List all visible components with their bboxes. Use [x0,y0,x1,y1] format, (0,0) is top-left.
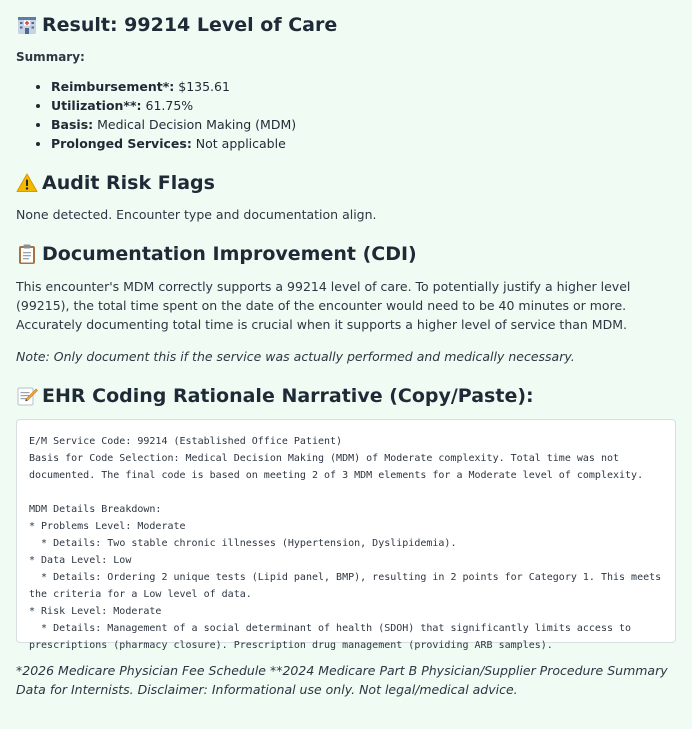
audit-text: None detected. Encounter type and documentation align. [16,207,377,222]
summary-list [16,77,676,153]
narrative-title: EHR Coding Rationale Narrative (Copy/Paste): [42,385,534,407]
cdi-heading [16,241,676,267]
audit-heading [16,170,676,196]
cdi-text: This encounter's MDM correctly supports a 99214 level of care. To potentially justify a higher level (99215), the total time spent on the date of the encounter would need to be 40 minutes or more. Accurately documenting total time is crucial when it supports a higher level of service than MDM. [16,279,631,332]
list-item: • Basis: Medical Decision Making (MDM) [51,115,676,134]
clipboard-icon [16,243,38,265]
cdi-title: Documentation Improvement (CDI) [42,243,417,265]
memo-icon [16,385,38,407]
summary-label: Summary: [16,50,85,64]
list-item: • Utilization**: 61.75% [51,96,676,115]
footer-disclaimer: *2026 Medicare Physician Fee Schedule **2024 Medicare Part B Physician/Supplier Procedure Summary Data for Internists. Disclaimer: Informational use only. Not legal/medical advice. [16,663,668,697]
result-heading [16,12,676,38]
cdi-note: Note: Only document this if the service was actually performed and medically necessary. [16,349,575,364]
list-item: • Reimbursement*: $135.61 [51,77,676,96]
result-title: Result: 99214 Level of Care [42,14,338,36]
warning-icon [16,172,38,194]
audit-title: Audit Risk Flags [42,172,215,194]
hospital-icon [16,14,38,36]
code-block[interactable]: E/M Service Code: 99214 (Established Office Patient) Basis for Code Selection: Medical Decision Making (MDM) of Moderate complexity. Total time was not documented. The final code is based on meeting 2 of 3 MDM elements for a Moderate level of complexity. MDM Details Breakdown: * Problems Level: Moderate * Details: Two stable chronic illnesses (Hypertension, Dyslipidemia). * Data Level: Low * Details: Ordering 2 unique tests (Lipid panel, BMP), resulting in 2 points for Category 1. This meets the criteria for a Low level of data. * Risk Level: Moderate * Details: Management of a social determinant of health (SDOH) that significantly limits access to prescriptions (pharmacy closure). Prescription drug management (providing ARB samples). [16,419,676,643]
narrative-heading [16,383,676,409]
list-item: • Prolonged Services: Not applicable [51,134,676,153]
